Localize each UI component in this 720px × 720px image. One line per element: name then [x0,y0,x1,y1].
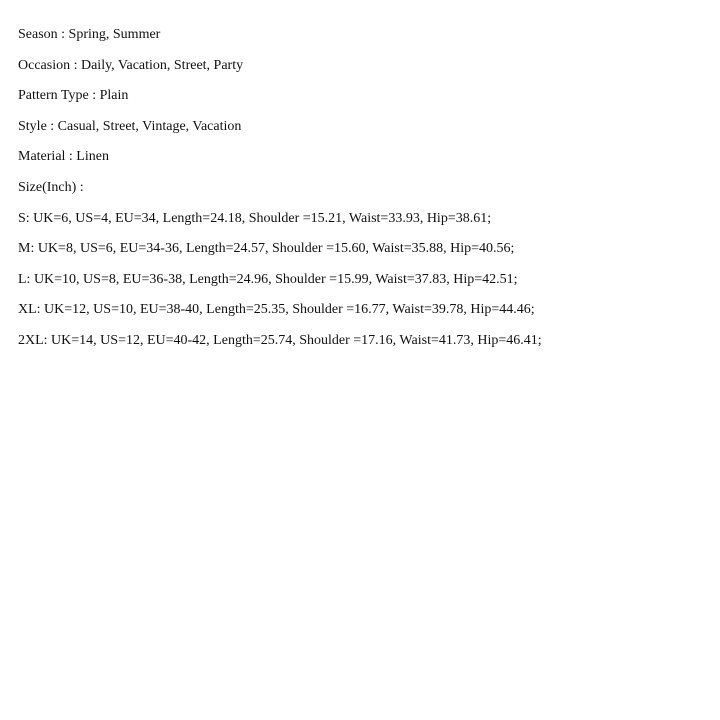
size-row-xl: XL: UK=12, US=10, EU=38-40, Length=25.35, Shoulder =16.77, Waist=39.78, Hip=44.46; [18,302,535,318]
attribute-material: Material : Linen [18,149,109,165]
size-row-s: S: UK=6, US=4, EU=34, Length=24.18, Shoulder =15.21, Waist=33.93, Hip=38.61; [18,210,492,226]
size-row-m: M: UK=8, US=6, EU=34-36, Length=24.57, Shoulder =15.60, Waist=35.88, Hip=40.56; [18,241,515,257]
product-description [18,25,708,362]
attribute-style: Style : Casual, Street, Vintage, Vacation [18,118,242,134]
size-heading: Size(Inch) : [18,179,84,195]
attribute-season: Season : Spring, Summer [18,27,161,42]
attribute-pattern-type: Pattern Type : Plain [18,88,129,104]
attribute-occasion: Occasion : Daily, Vacation, Street, Party [18,57,244,73]
size-row-2xl: 2XL: UK=14, US=12, EU=40-42, Length=25.74, Shoulder =17.16, Waist=41.73, Hip=46.41; [18,332,542,348]
size-row-l: L: UK=10, US=8, EU=36-38, Length=24.96, Shoulder =15.99, Waist=37.83, Hip=42.51; [18,271,518,287]
